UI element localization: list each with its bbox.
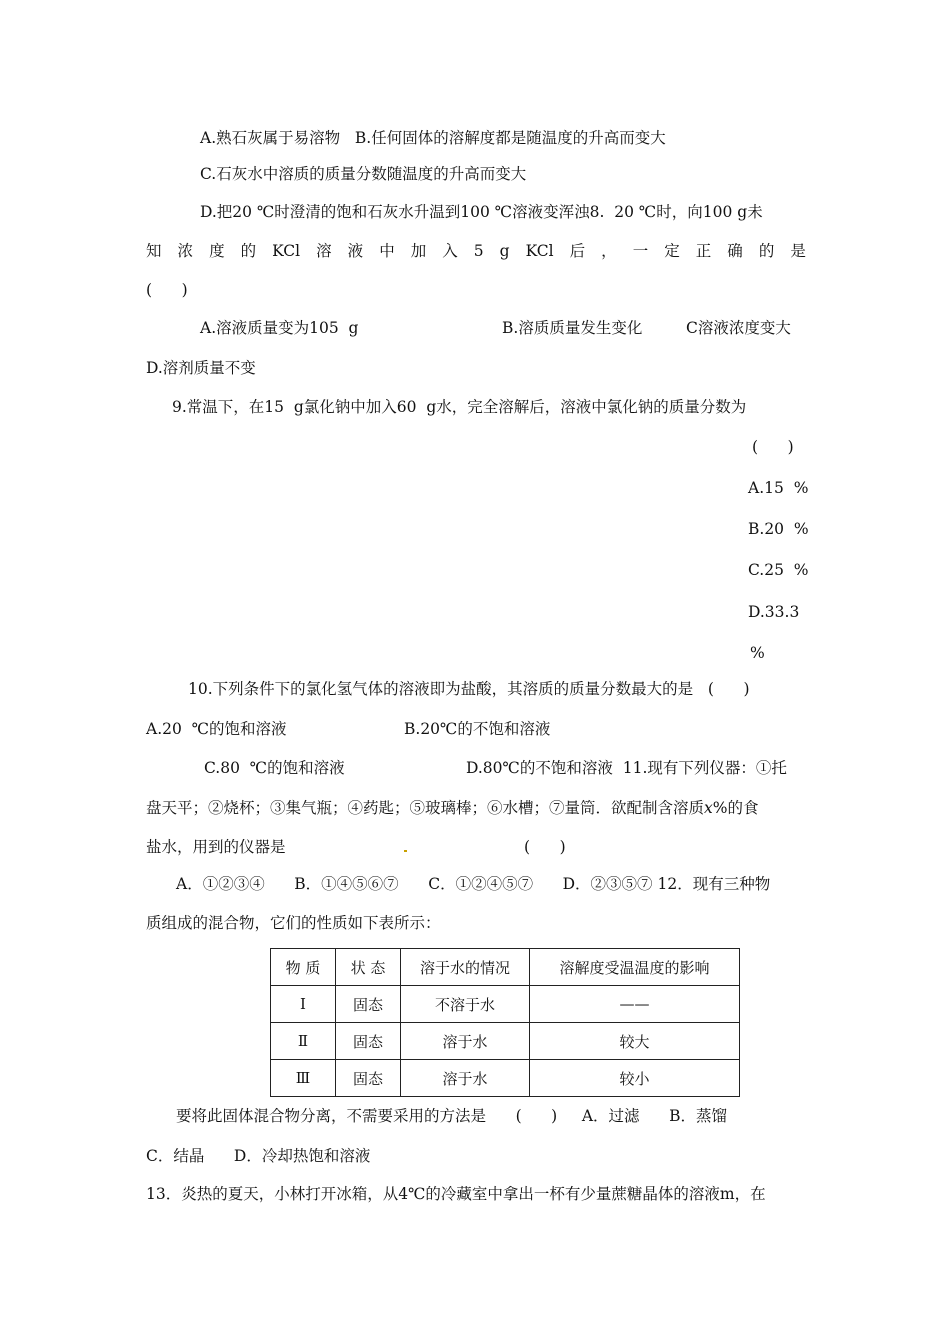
q8-stem-token: 入: [442, 242, 458, 260]
table-cell: 固态: [336, 986, 401, 1023]
q7-options-a-b: A.熟石灰属于易溶物 B.任何固体的溶解度都是随温度的升高而变大: [200, 129, 666, 147]
table-cell: 较小: [530, 1060, 740, 1097]
q8-stem-token: 的: [240, 242, 257, 260]
q8-stem-token: 后: [569, 242, 586, 260]
table-cell: ——: [530, 986, 740, 1023]
q11-instrument-list: 盘天平；②烧杯；③集气瓶；④药匙；⑤玻璃棒；⑥水槽；⑦量筒．欲配制含溶质x%的食: [146, 799, 759, 817]
q8-stem-token: 溶: [316, 242, 332, 260]
q11-options: A．①②③④ B．①④⑤⑥⑦ C．①②④⑤⑦ D．②③⑤⑦ 12．现有三种物: [176, 875, 771, 893]
q7-option-c: C.石灰水中溶质的质量分数随温度的升高而变大: [200, 165, 527, 183]
q9-option-a: A.15 %: [748, 479, 809, 497]
table-cell: Ⅲ: [271, 1060, 336, 1097]
table-row: [271, 1023, 740, 1060]
q10-option-c: C.80 ℃的饱和溶液: [204, 759, 345, 777]
table-header: 物 质: [271, 949, 336, 986]
q8-stem-token: 浓: [177, 242, 194, 260]
q12-stem: 要将此固体混合物分离，不需要采用的方法是 ( ) A．过滤 B．蒸馏: [176, 1107, 728, 1125]
q8-stem-token: g: [499, 242, 510, 260]
table-cell: 较大: [530, 1023, 740, 1060]
table-cell: Ⅰ: [271, 986, 336, 1023]
q8-option-d: D.溶剂质量不变: [146, 359, 256, 377]
table-header: 溶解度受温温度的影响: [530, 949, 740, 986]
q8-stem-token: 5: [473, 242, 484, 260]
table-cell: 不溶于水: [401, 986, 530, 1023]
q9-option-c: C.25 %: [748, 561, 809, 579]
q8-answer-paren: ( ): [146, 281, 188, 299]
q9-stem: 9.常温下，在15 g氯化钠中加入60 g水，完全溶解后，溶液中氯化钠的质量分数为: [172, 398, 747, 416]
q8-stem-token: 一: [632, 242, 649, 260]
q8-stem-token: KCl: [272, 242, 301, 260]
properties-table: [270, 948, 740, 1097]
table-cell: 固态: [336, 1060, 401, 1097]
q8-stem-token: 正: [695, 242, 712, 260]
q8-stem-token: 液: [347, 242, 364, 260]
table-cell: Ⅱ: [271, 1023, 336, 1060]
q8-stem-token: ，: [601, 242, 617, 260]
q8-option-c: C溶液浓度变大: [686, 319, 791, 337]
q13-stem: 13．炎热的夏天，小林打开冰箱，从4℃的冷藏室中拿出一杯有少量蔗糖晶体的溶液m，在: [146, 1185, 766, 1203]
q8-option-a: A.溶液质量变为105 g: [200, 319, 359, 337]
q8-option-b: B.溶质质量发生变化: [502, 319, 643, 337]
q8-stem-token: 中: [379, 242, 395, 260]
q7-option-d: D.把20 ℃时澄清的饱和石灰水升温到100 ℃溶液变浑浊8. 20 ℃时，向100 g未: [200, 203, 763, 221]
q8-stem-token: 度: [209, 242, 225, 260]
q8-stem-token: 的: [758, 242, 775, 260]
table-header-row: [271, 949, 740, 986]
q8-stem-continuation: [146, 241, 806, 261]
q10-option-d: D.80℃的不饱和溶液 11.现有下列仪器：①托: [466, 759, 787, 777]
q12-options: C．结晶 D．冷却热饱和溶液: [146, 1147, 371, 1165]
q10-option-a: A.20 ℃的饱和溶液: [146, 720, 287, 738]
table-cell: 溶于水: [401, 1060, 530, 1097]
table-header: 状 态: [336, 949, 401, 986]
q8-stem-token: KCl: [525, 242, 554, 260]
q10-option-b: B.20℃的不饱和溶液: [404, 720, 551, 738]
q8-stem-token: 知: [146, 242, 162, 260]
table-row: [271, 986, 740, 1023]
q8-stem-token: 确: [727, 242, 743, 260]
q8-stem-token: 是: [790, 242, 806, 260]
table-cell: 固态: [336, 1023, 401, 1060]
q8-stem-token: 定: [664, 242, 680, 260]
q11-stem-end: 盐水，用到的仪器是: [146, 838, 286, 856]
table-cell: 溶于水: [401, 1023, 530, 1060]
q8-stem-token: 加: [410, 242, 427, 260]
q12-intro: 质组成的混合物，它们的性质如下表所示：: [146, 914, 441, 932]
q9-option-d-percent: %: [750, 644, 765, 662]
table-row: [271, 1060, 740, 1097]
q9-option-b: B.20 %: [748, 520, 809, 538]
table-header: 溶于水的情况: [401, 949, 530, 986]
q9-answer-paren: ( ): [752, 438, 794, 456]
q9-option-d: D.33.3: [748, 603, 800, 621]
stray-mark: [404, 850, 407, 852]
q10-stem: 10.下列条件下的氯化氢气体的溶液即为盐酸，其溶质的质量分数最大的是 ( ): [188, 680, 750, 698]
q11-answer-paren: ( ): [524, 838, 566, 856]
